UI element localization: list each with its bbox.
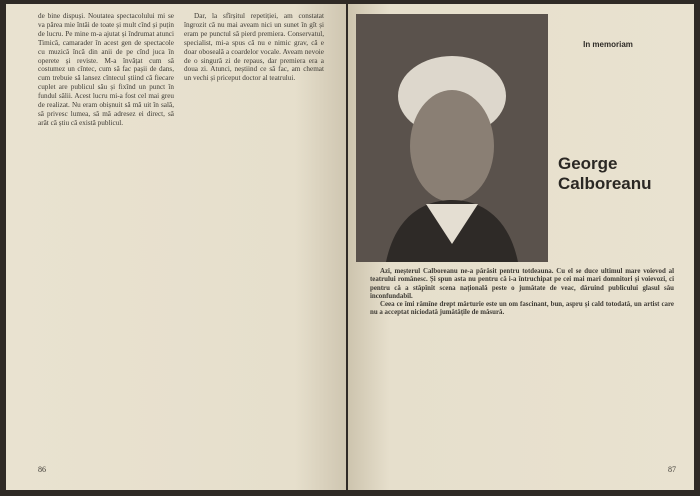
page-number-right: 87 <box>668 465 676 474</box>
left-column-1 <box>38 12 174 464</box>
section-heading: In memoriam <box>583 40 633 49</box>
portrait-image <box>356 14 548 262</box>
left-column-2 <box>184 12 324 464</box>
paragraph: Azi, meșterul Calboreanu ne-a părăsit pentru totdeauna. Cu el se duce ultimul mare voievod al teatrului românesc. Și spun asta nu pentru că i-a întruchipat pe cei mai mari domnitori și voievozi, ci pentru că a stăpînit scena națională peste o jumătate de veac, dăruind publicului glasul său inconfundabil. <box>370 268 674 300</box>
page-number-left: 86 <box>38 465 46 474</box>
paragraph: Ceea ce îmi rămîne drept mărturie este un om fascinant, bun, aspru și cald totodată, un artist care nu a acceptat niciodată jumătățile de măsură. <box>370 301 674 317</box>
article-body <box>370 268 674 464</box>
subject-name: George Calboreanu <box>558 154 652 193</box>
right-page <box>348 4 694 490</box>
left-page <box>6 4 346 490</box>
paragraph: Dar, la sfîrșitul repetiției, am constatat îngrozit că nu mai aveam nici un sunet în gît și eram pe punctul să pierd premiera. Conservatul, specialist, mi-a spus că nu e nimic grav, că e doar oboseală a coardelor vocale. Aveam nevoie de o singură zi de repaus, dar premiera era a doua zi. Atunci, neștiind ce să fac, am chemat un vechi și priceput doctor al teatrului. <box>184 12 324 83</box>
paragraph: de bine dispuși. Noutatea spectacolului mi se va părea mie întâi de toate și mult cînd și puțin de lucru. Pe mine m-a ajutat și îndrumat atunci Timică, camarader în acest gen de spectacole cu muzică încă din anii de pe cînd juca în operete și reviste. M-a învățat cum să costumez un cîntec, cum să fac pașii de dans, cum trebuie să lansez cîntecul știind că fiecare cuplet are publicul său și fixînd un punct în fundul sălii. Acest lucru mi-a fost cel mai greu de realizat. Nu eram obișnuit să mă uit în sală, să privesc lumea, să mă adresez ei direct, să arăt că știu că există publicul. <box>38 12 174 127</box>
portrait-photo <box>356 14 548 262</box>
